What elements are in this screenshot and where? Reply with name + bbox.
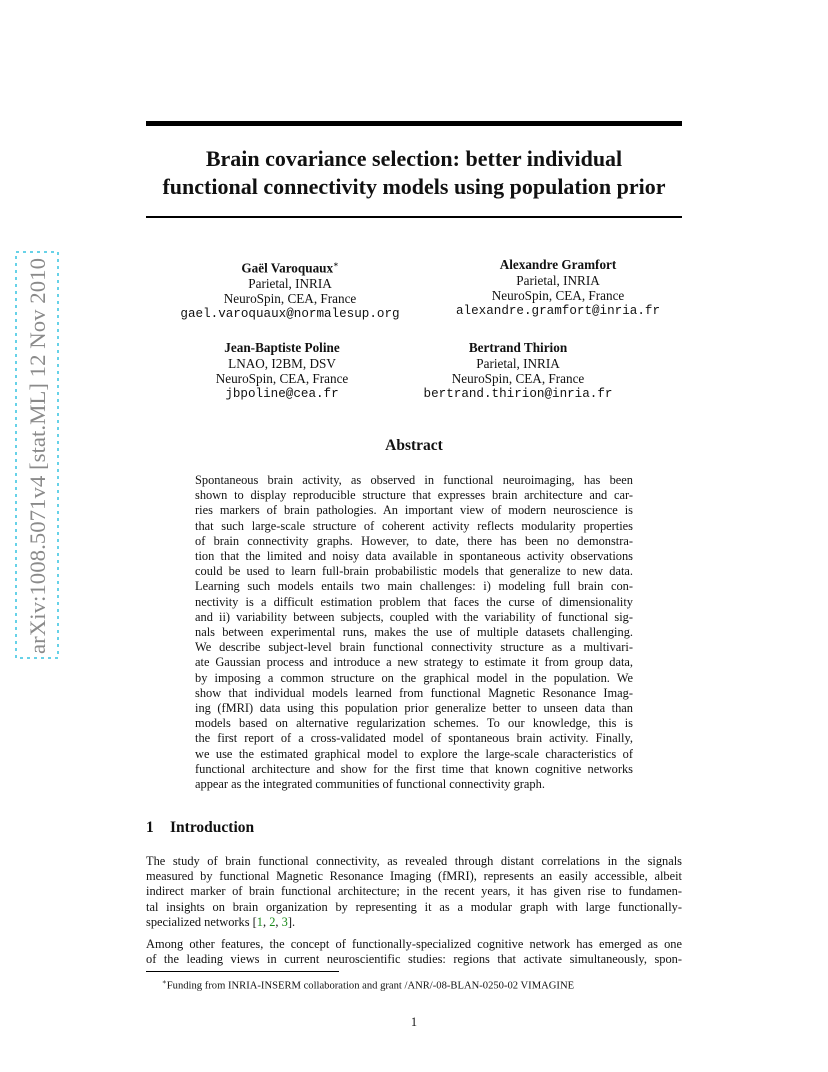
abstract-line: and ii) variability between subjects, coupled with the variability of functional sig- bbox=[195, 609, 633, 624]
abstract-line: that such large-scale structure of coherent activity reflects modularity properties bbox=[195, 518, 633, 533]
title-top-rule bbox=[146, 121, 682, 126]
footnote-mark: ∗ bbox=[162, 978, 167, 986]
arxiv-identifier-graphic bbox=[12, 250, 62, 660]
author-affiliation: NeuroSpin, CEA, France bbox=[223, 291, 357, 307]
abstract-line: we use the estimated graphical model to explore the large-scale characteristics of bbox=[195, 746, 633, 761]
abstract-line: the first report of a cross-validated model of spontaneous brain activity. Finally, bbox=[195, 731, 633, 746]
author-affiliation: Parietal, INRIA bbox=[248, 275, 332, 291]
section-heading bbox=[146, 819, 254, 837]
author-name: Bertrand Thirion bbox=[468, 340, 568, 355]
citation-link[interactable]: 1 bbox=[256, 914, 263, 929]
page-number: 1 bbox=[410, 1015, 418, 1029]
author-email: alexandre.gramfort@inria.fr bbox=[455, 303, 661, 318]
abstract-line: models based on alternative regularization schemes. To our knowledge, this is bbox=[195, 716, 633, 731]
abstract-line: by imposing a common structure on the graphical model in the population. We bbox=[195, 670, 633, 685]
section-title: Introduction bbox=[170, 819, 255, 836]
abstract-line: nals between experimental runs, makes the use of multiple datasets challenging. bbox=[195, 625, 633, 640]
abstract-body bbox=[195, 473, 633, 792]
author-name: Alexandre Gramfort bbox=[499, 257, 617, 272]
paragraph-line: indirect marker of brain functional architecture; in the recent years, it has given rise to fundamen- bbox=[146, 884, 682, 899]
paragraph-line: The study of brain functional connectivity, as revealed through distant correlations in the signals bbox=[146, 854, 682, 868]
paragraph-line: measured by functional Magnetic Resonance Imaging (fMRI), represents an easily accessible, albeit bbox=[146, 869, 682, 884]
intro-paragraph bbox=[146, 854, 682, 930]
abstract-line: show that individual models learned from functional Magnetic Resonance Imag- bbox=[195, 685, 633, 700]
footnote-text: Funding from INRIA-INSERM collaboration and grant /ANR/-08-BLAN-0250-02 VIMAGINE bbox=[166, 980, 575, 992]
author-affiliation: NeuroSpin, CEA, France bbox=[215, 371, 349, 386]
abstract-line: nectivity is a difficult estimation problem that faces the curse of dimensionality bbox=[195, 594, 633, 609]
abstract-line: functional architecture and show for the first time that known cognitive networks bbox=[195, 761, 633, 776]
author-block bbox=[418, 257, 698, 319]
author-affiliation: NeuroSpin, CEA, France bbox=[491, 288, 625, 303]
footnote bbox=[162, 976, 574, 993]
abstract-line: shown to display reproducible structure that expresses brain architecture and car- bbox=[195, 488, 633, 503]
paragraph-line: of the leading views in current neuroscientific studies: regions that activate simultaneously, spon- bbox=[146, 952, 682, 967]
abstract-heading: Abstract bbox=[385, 437, 443, 454]
author-email: gael.varoquaux@normalesup.org bbox=[180, 306, 400, 321]
abstract-line: tion that the limited and noisy data available in spontaneous activity observations bbox=[195, 549, 633, 564]
abstract-line: ate Gaussian process and introduce a new strategy to estimate it from group data, bbox=[195, 655, 633, 670]
abstract-line: ries markers of brain pathologies. An important view of modern neuroscience is bbox=[195, 503, 633, 518]
paper-title bbox=[146, 145, 682, 201]
author-affiliation: Parietal, INRIA bbox=[516, 272, 600, 288]
intro-paragraph bbox=[146, 937, 682, 967]
author-block bbox=[378, 340, 658, 402]
paper-title-line-1: Brain covariance selection: better individual bbox=[205, 146, 623, 171]
title-bottom-rule bbox=[146, 216, 682, 218]
abstract-line: could be used to learn full-brain probabilistic models that generalize to new data. bbox=[195, 564, 633, 579]
paragraph-line: Among other features, the concept of functionally-specialized cognitive network has emerged as one bbox=[146, 937, 682, 951]
footnote-rule bbox=[146, 971, 339, 972]
author-block bbox=[150, 257, 430, 322]
author-email: bertrand.thirion@inria.fr bbox=[423, 386, 613, 401]
abstract-line: appear as the integrated communities of functional connectivity graph. bbox=[195, 777, 545, 792]
citation-link[interactable]: 3 bbox=[281, 914, 288, 929]
author-affiliation: LNAO, I2BM, DSV bbox=[228, 355, 336, 371]
abstract-line: Spontaneous brain activity, as observed in functional neuroimaging, has been bbox=[195, 473, 633, 487]
footnote-mark: ∗ bbox=[333, 260, 339, 269]
author-email: jbpoline@cea.fr bbox=[225, 386, 339, 401]
citation-link[interactable]: 2 bbox=[269, 914, 276, 929]
arxiv-identifier-text: arXiv:1008.5071v4 [stat.ML] 12 Nov 2010 bbox=[25, 272, 50, 654]
author-name: Jean-Baptiste Poline bbox=[224, 340, 340, 355]
abstract-line: ing (fMRI) data using this population prior generalize better to unseen data than bbox=[195, 701, 633, 716]
paragraph-line: specialized networks [1, 2, 3]. bbox=[146, 914, 296, 929]
author-affiliation: Parietal, INRIA bbox=[476, 355, 560, 371]
section-number: 1 bbox=[146, 819, 154, 836]
author-name: Gaël Varoquaux∗ bbox=[241, 260, 339, 276]
arxiv-identifier bbox=[12, 250, 62, 660]
abstract-line: Learning such models entails two main challenges: i) modeling full brain con- bbox=[195, 579, 633, 594]
paper-title-line-2: functional connectivity models using population prior bbox=[162, 174, 666, 199]
abstract-line: of brain connectivity graphs. However, to date, there has been no demonstra- bbox=[195, 533, 633, 548]
author-affiliation: NeuroSpin, CEA, France bbox=[451, 371, 585, 386]
abstract-line: We describe subject-level brain functional connectivity structure as a multivari- bbox=[195, 640, 633, 655]
paragraph-line: tal insights on brain organization by representing it as a modular graph with large functionally- bbox=[146, 899, 682, 914]
